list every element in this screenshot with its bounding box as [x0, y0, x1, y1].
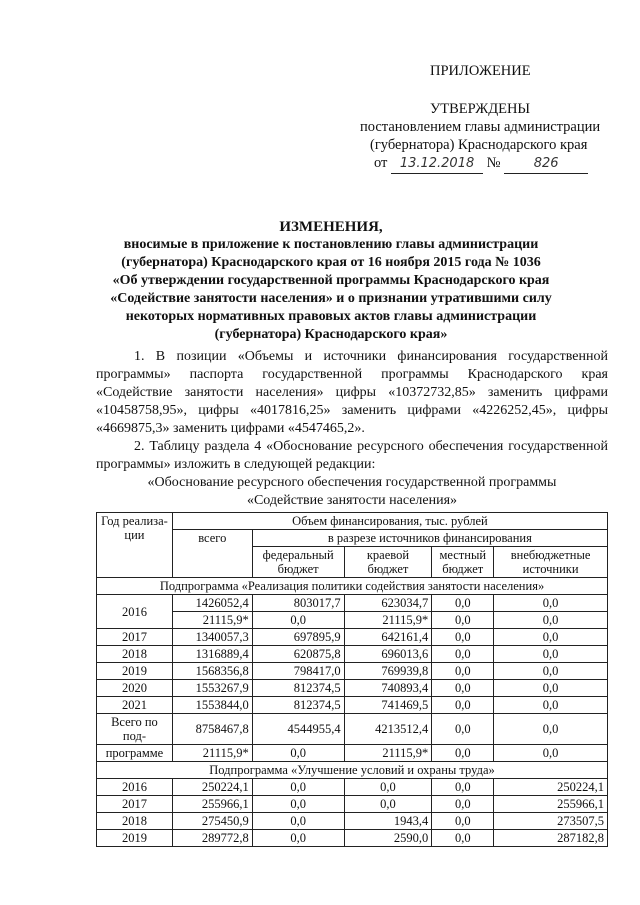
- table-row: [97, 663, 608, 680]
- cell-total: 250224,1: [172, 779, 252, 796]
- cell-federal: 0,0: [252, 813, 344, 830]
- header-sources: в разрезе источников финансирования: [252, 530, 607, 547]
- cell-extra: 287182,8: [494, 830, 608, 847]
- cell-total: 1316889,4: [172, 646, 252, 663]
- cell-regional: 0,0: [344, 796, 432, 813]
- table-row: [97, 612, 608, 629]
- approval-date-line: [374, 154, 588, 174]
- cell-regional: 21115,9*: [344, 612, 432, 629]
- cell-federal: 0,0: [252, 830, 344, 847]
- table-row: [97, 646, 608, 663]
- header-volume: Объем финансирования, тыс. рублей: [172, 513, 607, 530]
- cell-total: 255966,1: [172, 796, 252, 813]
- table-row: [97, 595, 608, 612]
- table-row: [97, 813, 608, 830]
- cell-year: 2016: [97, 779, 173, 796]
- cell-extra: 0,0: [494, 697, 608, 714]
- cell-federal: 697895,9: [252, 629, 344, 646]
- header-year: Год реализа-ции: [97, 513, 173, 578]
- section-title-line-2: «Содействие занятости населения»: [246, 493, 458, 508]
- cell-extra: 0,0: [494, 680, 608, 697]
- cell-year: 2021: [97, 697, 173, 714]
- cell-year: 2018: [97, 813, 173, 830]
- cell-federal: 0,0: [252, 745, 344, 762]
- cell-total: 275450,9: [172, 813, 252, 830]
- cell-federal: 812374,5: [252, 697, 344, 714]
- cell-federal: 0,0: [252, 612, 344, 629]
- cell-federal: 4544955,4: [252, 714, 344, 745]
- approval-line-1: постановлением главы администрации: [360, 119, 601, 135]
- cell-total: 1340057,3: [172, 629, 252, 646]
- cell-extra: 0,0: [494, 612, 608, 629]
- cell-year: 2020: [97, 680, 173, 697]
- cell-regional: 741469,5: [344, 697, 432, 714]
- cell-regional: 696013,6: [344, 646, 432, 663]
- cell-local: 0,0: [432, 595, 494, 612]
- table-row: [97, 680, 608, 697]
- heading-main: ИЗМЕНЕНИЯ,: [279, 219, 383, 235]
- table-row: [97, 830, 608, 847]
- document-body: [96, 348, 608, 510]
- cell-extra: 0,0: [494, 745, 608, 762]
- cell-extra: 273507,5: [494, 813, 608, 830]
- heading-line: (губернатора) Краснодарского края от 16 ноября 2015 года № 1036: [121, 255, 541, 270]
- cell-year: 2017: [97, 629, 173, 646]
- cell-local: 0,0: [432, 663, 494, 680]
- cell-extra: 0,0: [494, 629, 608, 646]
- table-row: [97, 779, 608, 796]
- table-row: [97, 697, 608, 714]
- table-row-total: [97, 714, 608, 745]
- cell-regional: 0,0: [344, 779, 432, 796]
- cell-regional: 4213512,4: [344, 714, 432, 745]
- cell-regional: 1943,4: [344, 813, 432, 830]
- cell-total: 1553844,0: [172, 697, 252, 714]
- financing-table: [96, 512, 608, 847]
- cell-local: 0,0: [432, 680, 494, 697]
- cell-extra: 250224,1: [494, 779, 608, 796]
- cell-local: 0,0: [432, 714, 494, 745]
- cell-total-label: Всего по под-: [97, 714, 173, 745]
- cell-local: 0,0: [432, 612, 494, 629]
- cell-year: 2016: [97, 595, 173, 629]
- cell-year: 2019: [97, 663, 173, 680]
- cell-federal: 812374,5: [252, 680, 344, 697]
- cell-total: 21115,9*: [172, 612, 252, 629]
- cell-total-label: программе: [97, 745, 173, 762]
- header-federal: федеральный бюджет: [252, 547, 344, 578]
- table-row: [97, 796, 608, 813]
- heading-line: вносимые в приложение к постановлению главы администрации: [123, 237, 539, 252]
- header-local: местный бюджет: [432, 547, 494, 578]
- cell-local: 0,0: [432, 830, 494, 847]
- subprogram-title: Подпрограмма «Улучшение условий и охраны труда»: [97, 762, 608, 779]
- cell-local: 0,0: [432, 697, 494, 714]
- cell-regional: 21115,9*: [344, 745, 432, 762]
- header-extra: внебюджетные источники: [494, 547, 608, 578]
- cell-extra: 0,0: [494, 646, 608, 663]
- document-heading: [96, 218, 566, 344]
- cell-regional: 623034,7: [344, 595, 432, 612]
- cell-extra: 0,0: [494, 663, 608, 680]
- cell-local: 0,0: [432, 629, 494, 646]
- cell-local: 0,0: [432, 745, 494, 762]
- table-row: [97, 629, 608, 646]
- cell-local: 0,0: [432, 813, 494, 830]
- cell-year: 2019: [97, 830, 173, 847]
- cell-regional: 642161,4: [344, 629, 432, 646]
- cell-local: 0,0: [432, 646, 494, 663]
- table-row-total: [97, 745, 608, 762]
- cell-year: 2018: [97, 646, 173, 663]
- subprogram-title: Подпрограмма «Реализация политики содействия занятости населения»: [97, 578, 608, 595]
- cell-federal: 798417,0: [252, 663, 344, 680]
- cell-federal: 620875,8: [252, 646, 344, 663]
- cell-federal: 803017,7: [252, 595, 344, 612]
- cell-local: 0,0: [432, 779, 494, 796]
- cell-year: 2017: [97, 796, 173, 813]
- from-label: от: [374, 155, 388, 171]
- paragraph-1: 1. В позиции «Объемы и источники финансирования государственной программы» паспорта государственной программы Краснодарского края «Содействие занятости населения» цифры «10372732,85» заменить цифрами «10458758,95», цифры «4017816,25» заменить цифрами «4226252,45», цифры «4669875,3» заменить цифрами «4547465,2».: [96, 349, 608, 436]
- heading-line: (губернатора) Краснодарского края»: [214, 327, 448, 342]
- cell-total: 1568356,8: [172, 663, 252, 680]
- appendix-title: ПРИЛОЖЕНИЕ: [430, 63, 531, 79]
- cell-regional: 2590,0: [344, 830, 432, 847]
- approval-number: 826: [504, 155, 588, 174]
- heading-line: «Об утверждении государственной программы Краснодарского края: [112, 273, 550, 288]
- cell-total: 1426052,4: [172, 595, 252, 612]
- cell-regional: 740893,4: [344, 680, 432, 697]
- cell-extra: 255966,1: [494, 796, 608, 813]
- cell-federal: 0,0: [252, 779, 344, 796]
- cell-extra: 0,0: [494, 714, 608, 745]
- cell-total: 21115,9*: [172, 745, 252, 762]
- cell-total: 8758467,8: [172, 714, 252, 745]
- header-regional: краевой бюджет: [344, 547, 432, 578]
- approved-label: УТВЕРЖДЕНЫ: [430, 101, 531, 117]
- approval-line-2: (губернатора) Краснодарского края: [370, 137, 588, 153]
- cell-federal: 0,0: [252, 796, 344, 813]
- paragraph-2: 2. Таблицу раздела 4 «Обоснование ресурсного обеспечения государственной программы» изложить в следующей редакции:: [96, 439, 608, 472]
- approval-date: 13.12.2018: [391, 155, 483, 174]
- cell-extra: 0,0: [494, 595, 608, 612]
- number-label: №: [486, 155, 501, 171]
- heading-line: «Содействие занятости населения» и о признании утратившими силу: [110, 291, 552, 306]
- cell-total: 289772,8: [172, 830, 252, 847]
- cell-total: 1553267,9: [172, 680, 252, 697]
- section-title-line-1: «Обоснование ресурсного обеспечения государственной программы: [147, 475, 557, 490]
- cell-local: 0,0: [432, 796, 494, 813]
- cell-regional: 769939,8: [344, 663, 432, 680]
- header-total: всего: [172, 530, 252, 578]
- heading-line: некоторых нормативных правовых актов главы администрации: [125, 309, 537, 324]
